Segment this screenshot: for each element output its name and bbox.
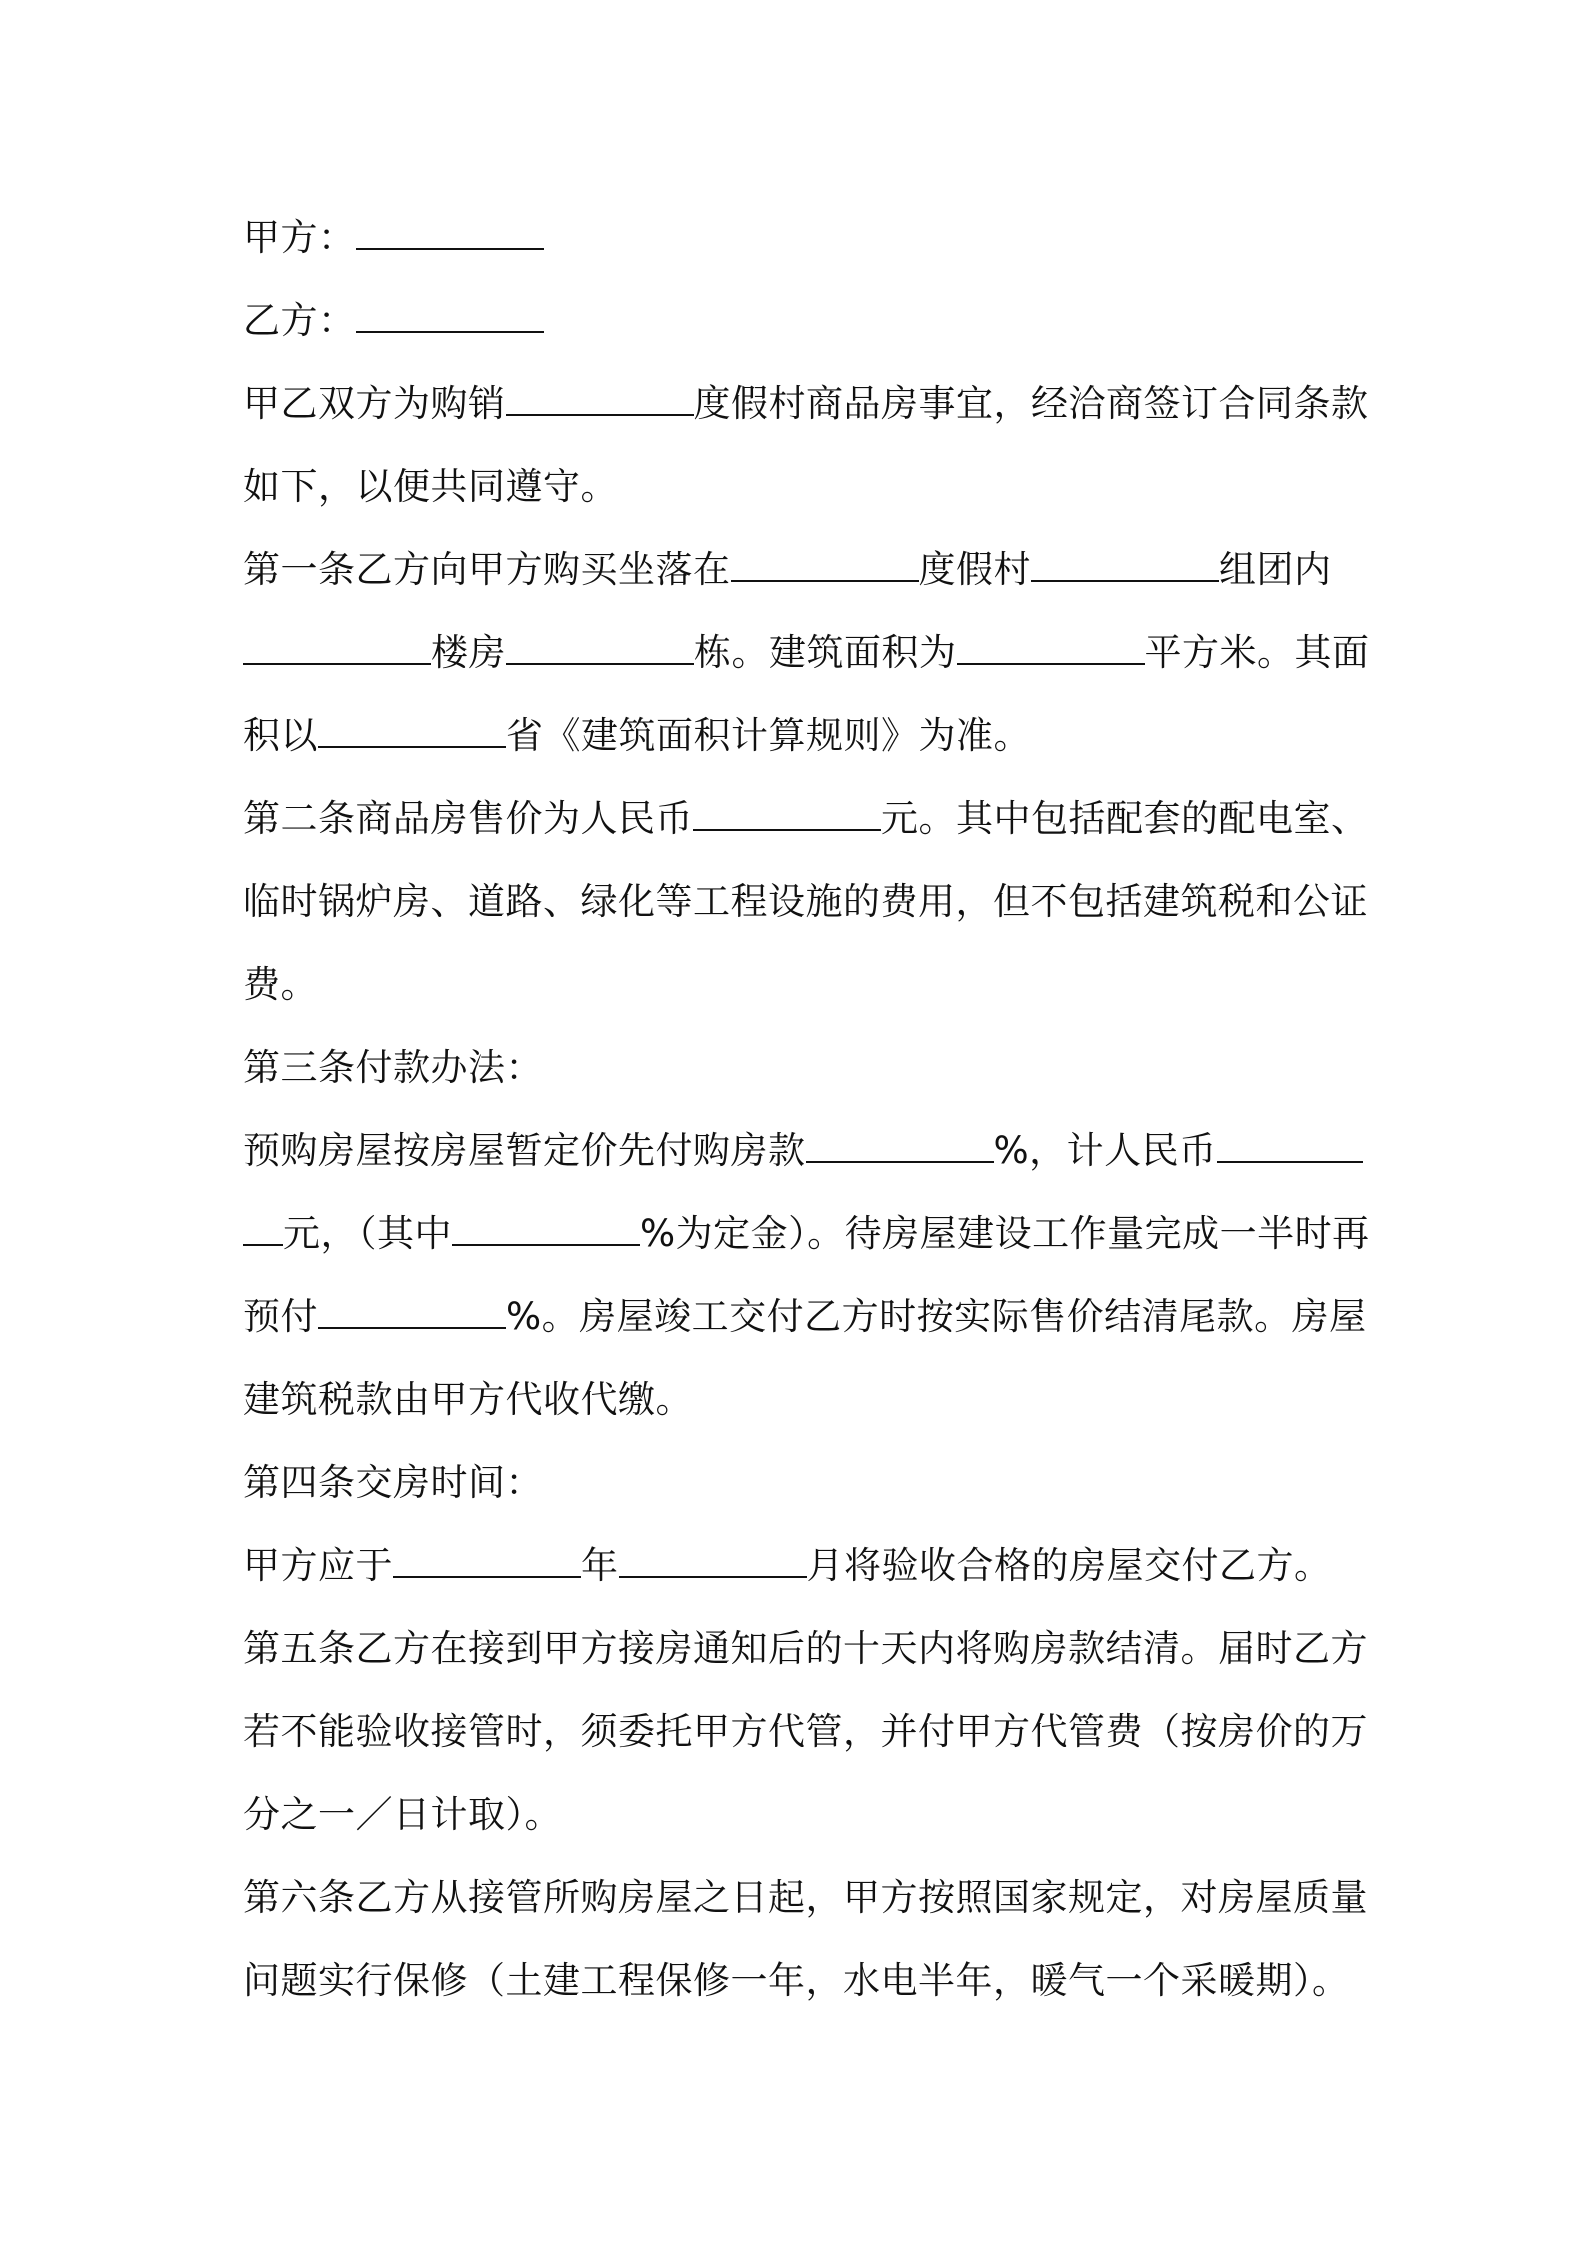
article2-line-2	[243, 860, 1368, 943]
article2-line-1	[243, 777, 1369, 860]
article2-text-a: 第二条商品房售价为人民币	[243, 797, 693, 840]
article5-line-2	[243, 1690, 1368, 1773]
article6-line-1	[243, 1856, 1368, 1939]
article5-line-1	[243, 1607, 1368, 1690]
party-b-line	[243, 279, 1355, 362]
article3-line-3	[243, 1275, 1367, 1358]
intro-text-3: 如下，以便共同遵守。	[243, 465, 618, 508]
article3-text-a: 预购房屋按房屋暂定价先付购房款	[243, 1129, 806, 1172]
article1-text-h: 省《建筑面积计算规则》为准。	[506, 714, 1031, 757]
article3-line-2	[243, 1192, 1370, 1275]
building-count-blank	[506, 633, 694, 665]
party-a-line	[243, 196, 1355, 279]
party-b-label: 乙方：	[243, 299, 356, 342]
article4-line-1	[243, 1524, 1355, 1607]
article4-title-line	[243, 1441, 1355, 1524]
article1-text-c: 组团内	[1219, 548, 1332, 591]
article2-text-c: 临时锅炉房、道路、绿化等工程设施的费用，但不包括建筑税和公证	[243, 880, 1368, 923]
article3-line-4	[243, 1358, 1355, 1441]
cluster-blank	[1031, 550, 1219, 582]
article5-text-c: 分之一／日计取）。	[243, 1793, 562, 1836]
intro-line-1	[243, 362, 1369, 445]
article1-text-a: 第一条乙方向甲方购买坐落在	[243, 548, 731, 591]
article1-text-f: 平方米。其面	[1144, 631, 1370, 674]
intro-text-2: 度假村商品房事宜，经洽商签订合同条款	[693, 382, 1369, 425]
article3-text-d: %为定金）。待房屋建设工作量完成一半时再	[640, 1212, 1370, 1255]
second-payment-blank	[318, 1297, 506, 1329]
article4-title: 第四条交房时间：	[243, 1461, 543, 1504]
month-blank	[619, 1546, 807, 1578]
article5-line-3	[243, 1773, 1355, 1856]
article1-text-g: 积以	[243, 714, 318, 757]
article3-text-b: %，计人民币	[993, 1129, 1217, 1172]
article4-text-b: 年	[581, 1544, 619, 1587]
article3-title: 第三条付款办法：	[243, 1046, 543, 1089]
intro-text-1: 甲乙双方为购销	[243, 382, 506, 425]
article2-text-b: 元。其中包括配套的配电室、	[881, 797, 1369, 840]
article2-line-3	[243, 943, 1355, 1026]
party-a-label: 甲方：	[243, 216, 356, 259]
article4-text-c: 月将验收合格的房屋交付乙方。	[806, 1544, 1332, 1587]
prepay-percent-blank	[806, 1131, 994, 1163]
article3-line-1	[243, 1109, 1355, 1192]
intro-line-2	[243, 445, 1355, 528]
article6-line-2	[243, 1939, 1355, 2022]
article6-text-a: 第六条乙方从接管所购房屋之日起，甲方按照国家规定，对房屋质量	[243, 1876, 1368, 1919]
province-blank	[318, 716, 506, 748]
party-b-blank	[356, 301, 544, 333]
resort-name-blank	[506, 384, 694, 416]
year-blank	[393, 1546, 581, 1578]
article1-line-3	[243, 694, 1355, 777]
prepay-amount-blank-cont	[243, 1214, 283, 1246]
area-blank	[957, 633, 1145, 665]
article1-text-b: 度假村	[918, 548, 1031, 591]
article3-text-c: 元，（其中	[283, 1212, 452, 1255]
article3-text-g: 建筑税款由甲方代收代缴。	[243, 1378, 693, 1421]
price-blank	[693, 799, 881, 831]
article6-text-b: 问题实行保修（土建工程保修一年，水电半年，暖气一个采暖期）。	[243, 1959, 1350, 2002]
location-blank	[731, 550, 919, 582]
article3-title-line	[243, 1026, 1355, 1109]
article5-text-b: 若不能验收接管时，须委托甲方代管，并付甲方代管费（按房价的万	[243, 1710, 1368, 1753]
article1-text-d: 楼房	[431, 631, 506, 674]
building-type-blank	[243, 633, 431, 665]
prepay-amount-blank	[1217, 1131, 1363, 1163]
article1-text-e: 栋。建筑面积为	[694, 631, 957, 674]
article4-text-a: 甲方应于	[243, 1544, 393, 1587]
article5-text-a: 第五条乙方在接到甲方接房通知后的十天内将购房款结清。届时乙方	[243, 1627, 1368, 1670]
party-a-blank	[356, 218, 544, 250]
article1-line-1	[243, 528, 1355, 611]
article3-text-f: %。房屋竣工交付乙方时按实际售价结清尾款。房屋	[506, 1295, 1367, 1338]
article3-text-e: 预付	[243, 1295, 318, 1338]
article1-line-2	[243, 611, 1370, 694]
article2-text-d: 费。	[243, 963, 318, 1006]
deposit-percent-blank	[452, 1214, 640, 1246]
contract-body	[243, 196, 1370, 2022]
